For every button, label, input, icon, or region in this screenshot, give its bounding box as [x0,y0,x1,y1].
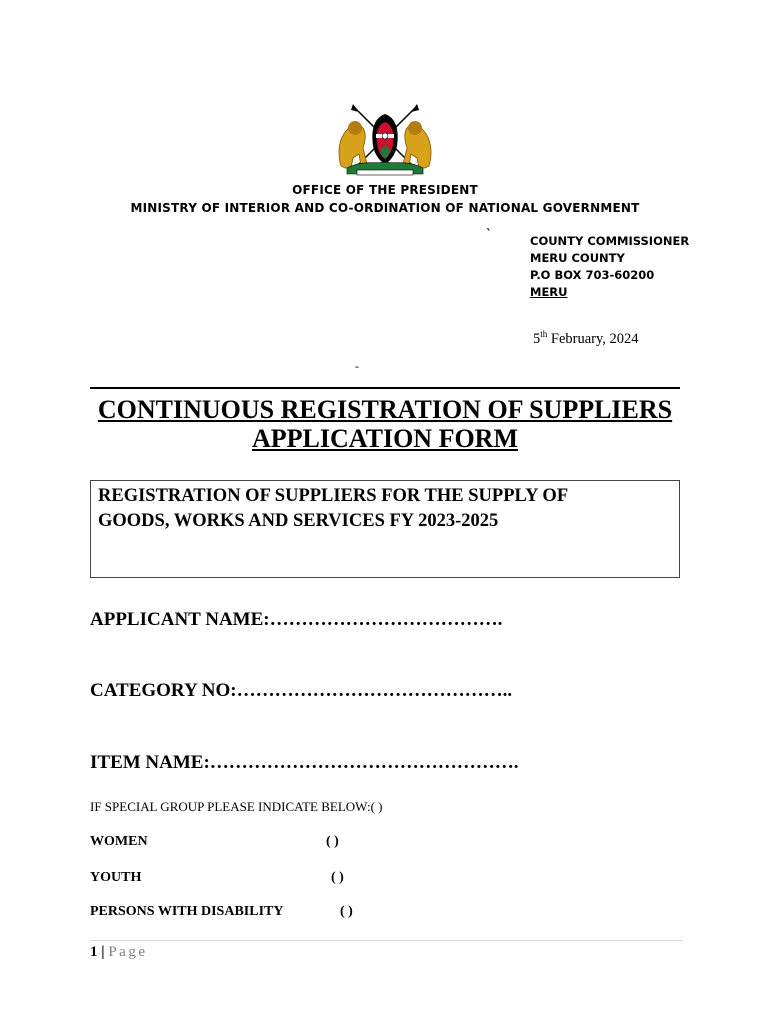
address-line-4: MERU [530,285,568,299]
category-no-field[interactable]: CATEGORY NO:…………………………………….. [90,680,513,701]
letter-date [533,329,639,348]
office-heading: OFFICE OF THE PRESIDENT [292,183,478,197]
registration-box [90,480,680,578]
pwd-checkbox[interactable]: ( ) [340,904,353,919]
women-checkbox[interactable]: ( ) [326,834,339,849]
coat-of-arms-icon [333,102,437,178]
title-rule [90,387,680,389]
date-day: 5 [533,330,541,347]
women-label: WOMEN [90,834,148,849]
page-footer [90,944,147,961]
page-separator: | [97,944,109,960]
applicant-name-field[interactable]: APPLICANT NAME:………………………………. [90,609,503,630]
date-suffix: th [540,329,548,339]
youth-label: YOUTH [90,870,142,885]
address-line-3: P.O BOX 703-60200 [530,268,655,282]
youth-checkbox[interactable]: ( ) [331,870,344,885]
pwd-label: PERSONS WITH DISABILITY [90,904,284,919]
tick-mark: ` [486,227,492,241]
special-group-prompt: IF SPECIAL GROUP PLEASE INDICATE BELOW:( ) [90,799,383,814]
item-name-field[interactable]: ITEM NAME:…………………………………………. [90,752,519,773]
page-word: Page [108,944,148,960]
form-title-line-2: APPLICATION FORM [251,424,518,453]
registration-box-line-1: REGISTRATION OF SUPPLIERS FOR THE SUPPLY OF [98,486,569,506]
ministry-heading: MINISTRY OF INTERIOR AND CO-ORDINATION OF NATIONAL GOVERNMENT [130,201,640,215]
stray-mark: - [355,359,359,373]
date-rest: February, 2024 [547,330,639,347]
page-number: 1 [90,944,98,960]
address-line-2: MERU COUNTY [530,251,625,265]
footer-rule [90,940,682,941]
address-line-1: COUNTY COMMISSIONER [530,234,690,248]
registration-box-line-2: GOODS, WORKS AND SERVICES FY 2023-2025 [98,511,499,531]
form-title-line-1: CONTINUOUS REGISTRATION OF SUPPLIERS [97,395,673,424]
